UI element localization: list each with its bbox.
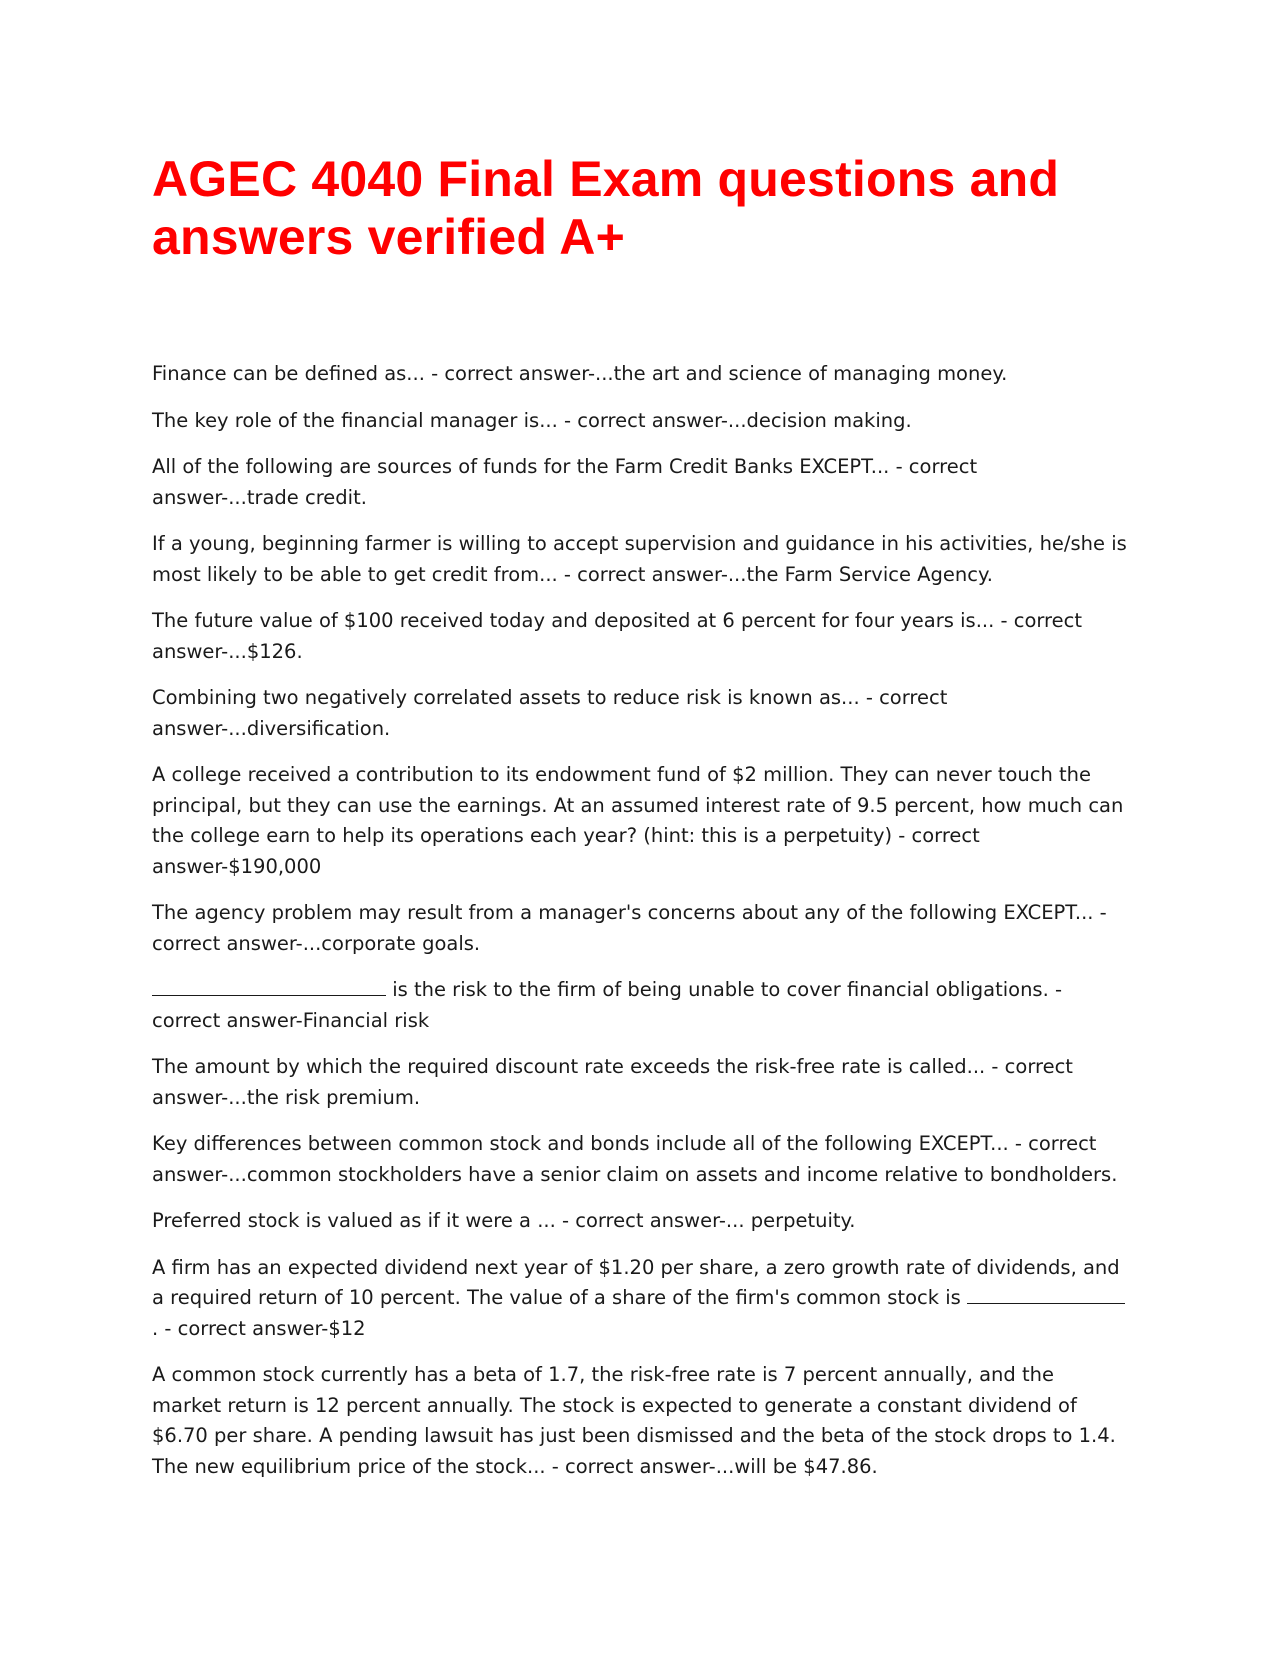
qa-item: If a young, beginning farmer is willing to accept supervision and guidance in his activities, he/she is most likely to be able to get credit from... - correct answer-...the Farm Service Agency. <box>152 532 1127 586</box>
answer-blank-line <box>152 977 386 996</box>
qa-item: The future value of $100 received today and deposited at 6 percent for four years is... - correct answer-...$126. <box>152 609 1083 663</box>
qa-item-dividend <box>152 1253 1127 1345</box>
qa-item: A college received a contribution to its endowment fund of $2 million. They can never touch the principal, but they can use the earnings. At an assumed interest rate of 9.5 percent, how much can the college earn to help its operations each year? (hint: this is a perpetuity) - correct answer-$190,000 <box>152 763 1124 878</box>
qa-item-text: is the risk to the firm of being unable to cover financial obligations. - correct answer-Financial risk <box>152 978 1063 1032</box>
qa-item: The amount by which the required discount rate exceeds the risk-free rate is called... - correct answer-...the risk premium. <box>152 1055 1073 1109</box>
qa-item: Combining two negatively correlated assets to reduce risk is known as... - correct answer-...diversification. <box>152 686 948 740</box>
qa-list <box>152 359 1127 1498</box>
qa-item: All of the following are sources of funds for the Farm Credit Banks EXCEPT... - correct answer-...trade credit. <box>152 455 978 509</box>
answer-blank-line <box>967 1285 1125 1304</box>
qa-item-financial-risk <box>152 975 1127 1036</box>
qa-item: Key differences between common stock and bonds include all of the following EXCEPT... - correct answer-...common stockholders have a senior claim on assets and income relative to bondholders. <box>152 1132 1118 1186</box>
qa-item-text-after: . - correct answer-$12 <box>152 1316 366 1340</box>
qa-item-text-before: A firm has an expected dividend next year of $1.20 per share, a zero growth rate of dividends, and a required return of 10 percent. The value of a share of the firm's common stock is <box>152 1255 1120 1309</box>
qa-item: The agency problem may result from a manager's concerns about any of the following EXCEPT... - correct answer-...corporate goals. <box>152 901 1107 955</box>
qa-item: Finance can be defined as... - correct answer-...the art and science of managing money. <box>152 362 1008 385</box>
qa-item: A common stock currently has a beta of 1.7, the risk-free rate is 7 percent annually, and the market return is 12 percent annually. The stock is expected to generate a constant dividend of $6.70 per share. A pending lawsuit has just been dismissed and the beta of the stock drops to 1.4. The new equilibrium price of the stock... - correct answer-...will be $47.86. <box>152 1363 1116 1478</box>
qa-item: The key role of the financial manager is... - correct answer-...decision making. <box>152 408 912 432</box>
qa-item: Preferred stock is valued as if it were a ... - correct answer-... perpetuity. <box>152 1209 856 1232</box>
document-title: AGEC 4040 Final Exam questions and answers verified A+ <box>152 151 1060 265</box>
